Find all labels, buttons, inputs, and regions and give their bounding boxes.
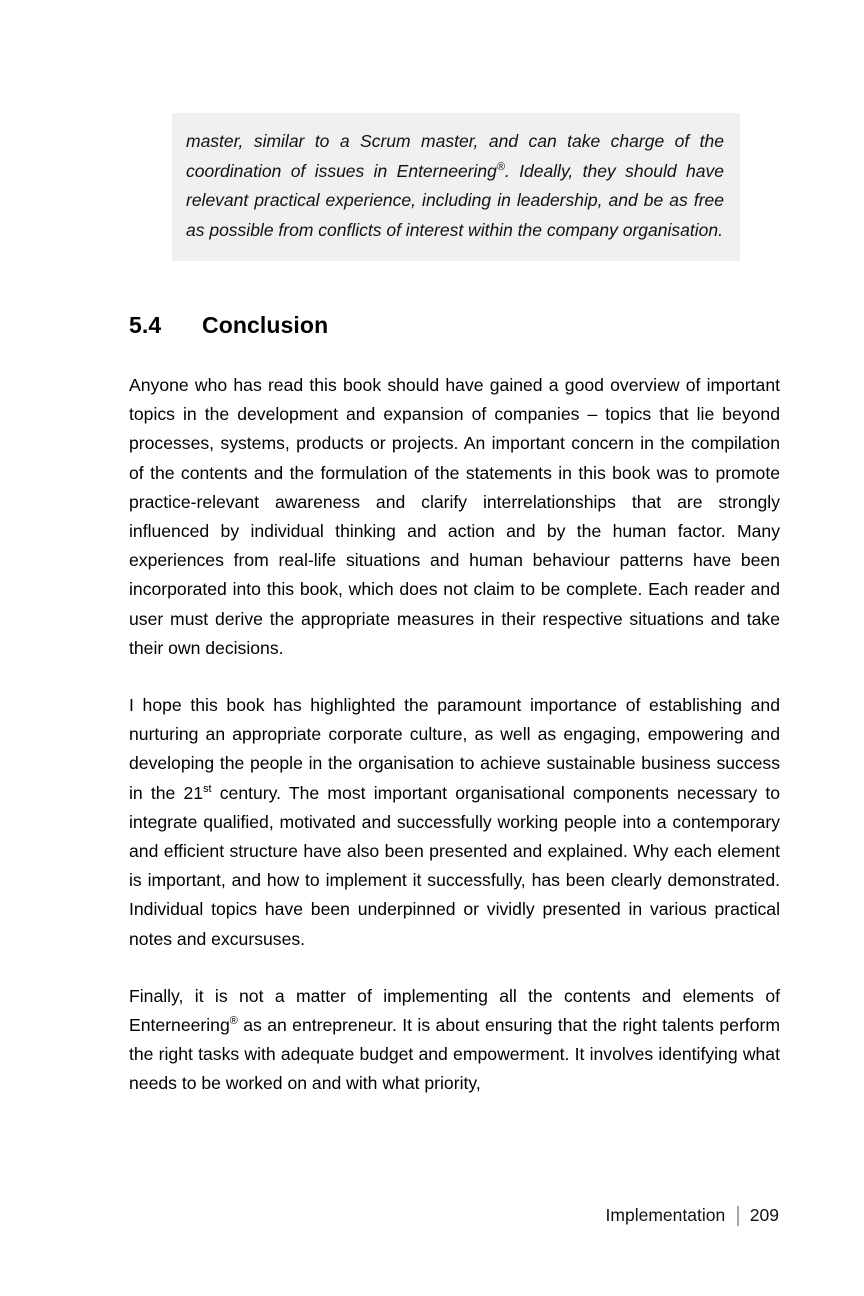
footer-page-number: 209 [749,1205,779,1225]
section-title: Conclusion [202,312,329,338]
registered-trademark-icon: ® [496,160,505,173]
paragraph-3-part-1: Finally, it is not a matter of implementing all the contents and elements of Enterneering [129,985,780,1036]
callout-text-part-1: master, similar to a Scrum master, and can take charge of the coordination of issues in Enterneering [186,131,724,181]
section-number: 5.4 [129,312,162,338]
section-heading [129,312,328,339]
registered-trademark-icon: ® [229,1015,238,1028]
ordinal-suffix-icon: st [203,782,212,795]
body-text-column [129,371,780,1099]
paragraph-2-part-1: I hope this book has highlighted the paramount importance of establishing and nurturing an appropriate corporate culture, as well as engaging, empowering and developing the people in the organisation to achieve sustainable business success in the 21 [129,695,780,803]
paragraph-1: Anyone who has read this book should have gained a good overview of important topics in the development and expansion of companies – topics that lie beyond processes, systems, products or projects. An important concern in the compilation of the contents and the formulation of the statements in this book was to promote practice-relevant awareness and clarify interrelationships that are strongly influenced by individual thinking and action and by the human factor. Many experiences from real-life situations and human behaviour patterns have been incorporated into this book, which does not claim to be complete. Each reader and user must derive the appropriate measures in their respective situations and take their own decisions. [129,375,780,658]
callout-text-part-2: . Ideally, they should have relevant practical experience, including in leadership, and be as free as possible from conflicts of interest within the company organisation. [186,160,724,240]
page-footer [606,1205,779,1226]
paragraph-3-part-2: as an entrepreneur. It is about ensuring that the right talents perform the right tasks with adequate budget and empowerment. It involves identifying what needs to be worked on and with what priority, [129,1015,780,1094]
footer-separator [737,1206,739,1226]
paragraph-2-part-2: century. The most important organisational components necessary to integrate qualified, motivated and successfully working people into a contemporary and efficient structure have also been presented and explained. Why each element is important, and how to implement it successfully, has been clearly demonstrated. Individual topics have been underpinned or vividly presented in various practical notes and excursuses. [129,782,781,949]
callout-text [186,127,724,245]
footer-chapter-label: Implementation [605,1205,726,1225]
paragraph-2 [129,691,780,954]
callout-box [172,113,740,261]
paragraph-3 [129,982,780,1099]
